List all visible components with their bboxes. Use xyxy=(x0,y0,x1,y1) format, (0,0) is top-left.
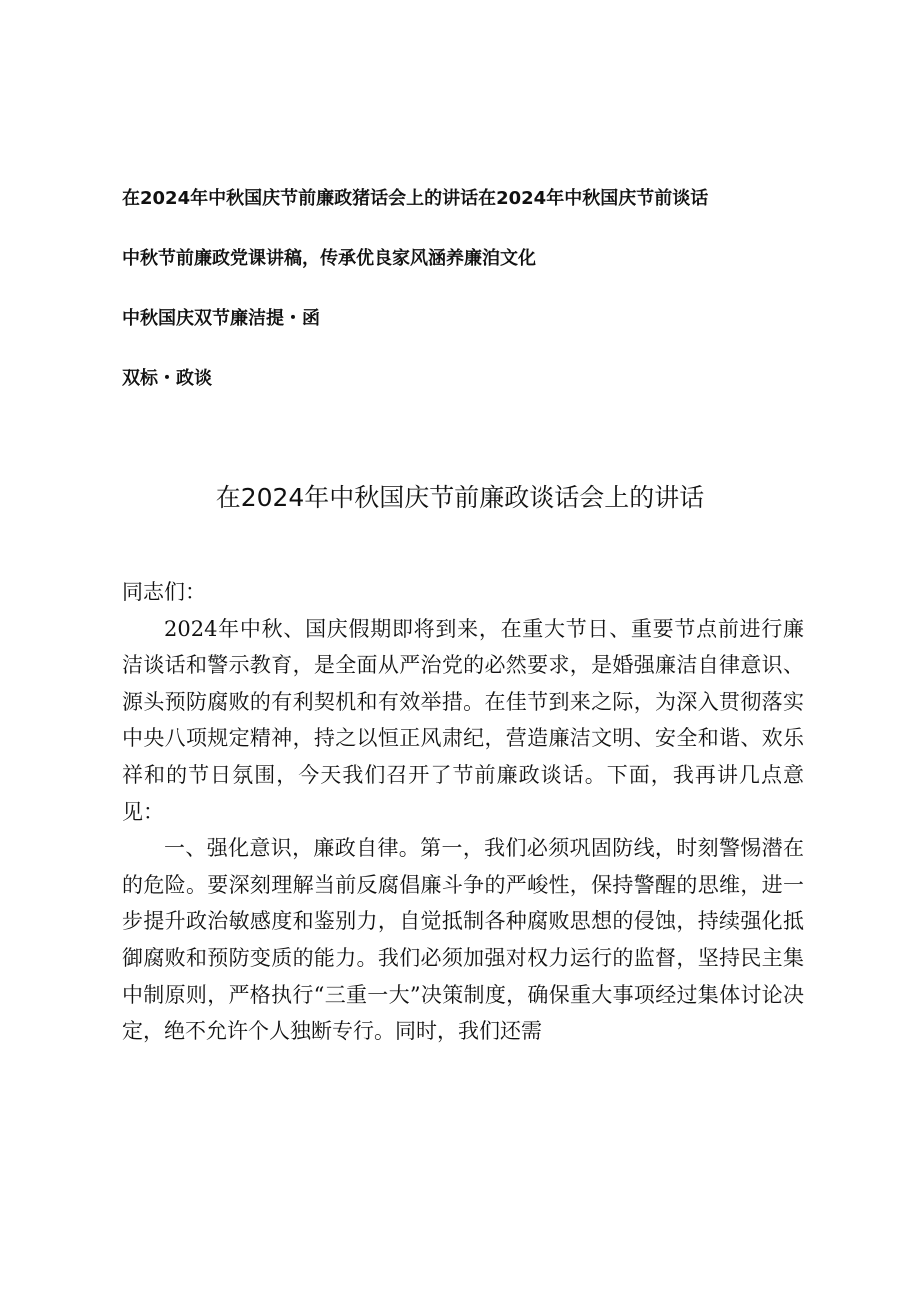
related-title-1: 在2024年中秋国庆节前廉政猪话会上的讲话在2024年中秋国庆节前谈话 xyxy=(122,188,709,209)
related-title-4: 双标・政谈 xyxy=(122,368,212,389)
related-titles-list xyxy=(122,184,842,424)
paragraph-intro: 2024年中秋、国庆假期即将到来，在重大节日、重要节点前进行廉洁谈话和警示教育，是全面从严治党的必然要求，是婚强廉洁自律意识、源头预防腐败的有利契机和有效举措。在佳节到来之际，为深入贯彻落实中央八项规定精神，持之以恒正风肃纪，营造廉洁文明、安全和谐、欢乐祥和的节日氛围，今天我们召开了节前廉政谈话。下面，我再讲几点意见： xyxy=(122,616,804,824)
speech-body xyxy=(122,574,804,1050)
paragraph-section-one: 一、强化意识，廉政自律。第一，我们必须巩固防线，时刻警惕潜在的危险。要深刻理解当前反腐倡廉斗争的严峻性，保持警醒的思维，进一步提升政治敏感度和鉴别力，自觉抵制各种腐败思想的侵蚀，持续强化抵御腐败和预防变质的能力。我们必须加强对权力运行的监督，坚持民主集中制原则，严格执行“三重一大”决策制度，确保重大事项经过集体讨论决定，绝不允许个人独断专行。同时，我们还需 xyxy=(122,836,804,1044)
salutation: 同志们： xyxy=(122,580,206,604)
related-title-3: 中秋国庆双节廉洁提・函 xyxy=(122,308,320,329)
related-title-2: 中秋节前廉政党课讲稿，传承优良家风涵养廉洎文化 xyxy=(122,248,536,269)
document-title: 在2024年中秋国庆节前廉政谈话会上的讲话 xyxy=(215,483,705,512)
